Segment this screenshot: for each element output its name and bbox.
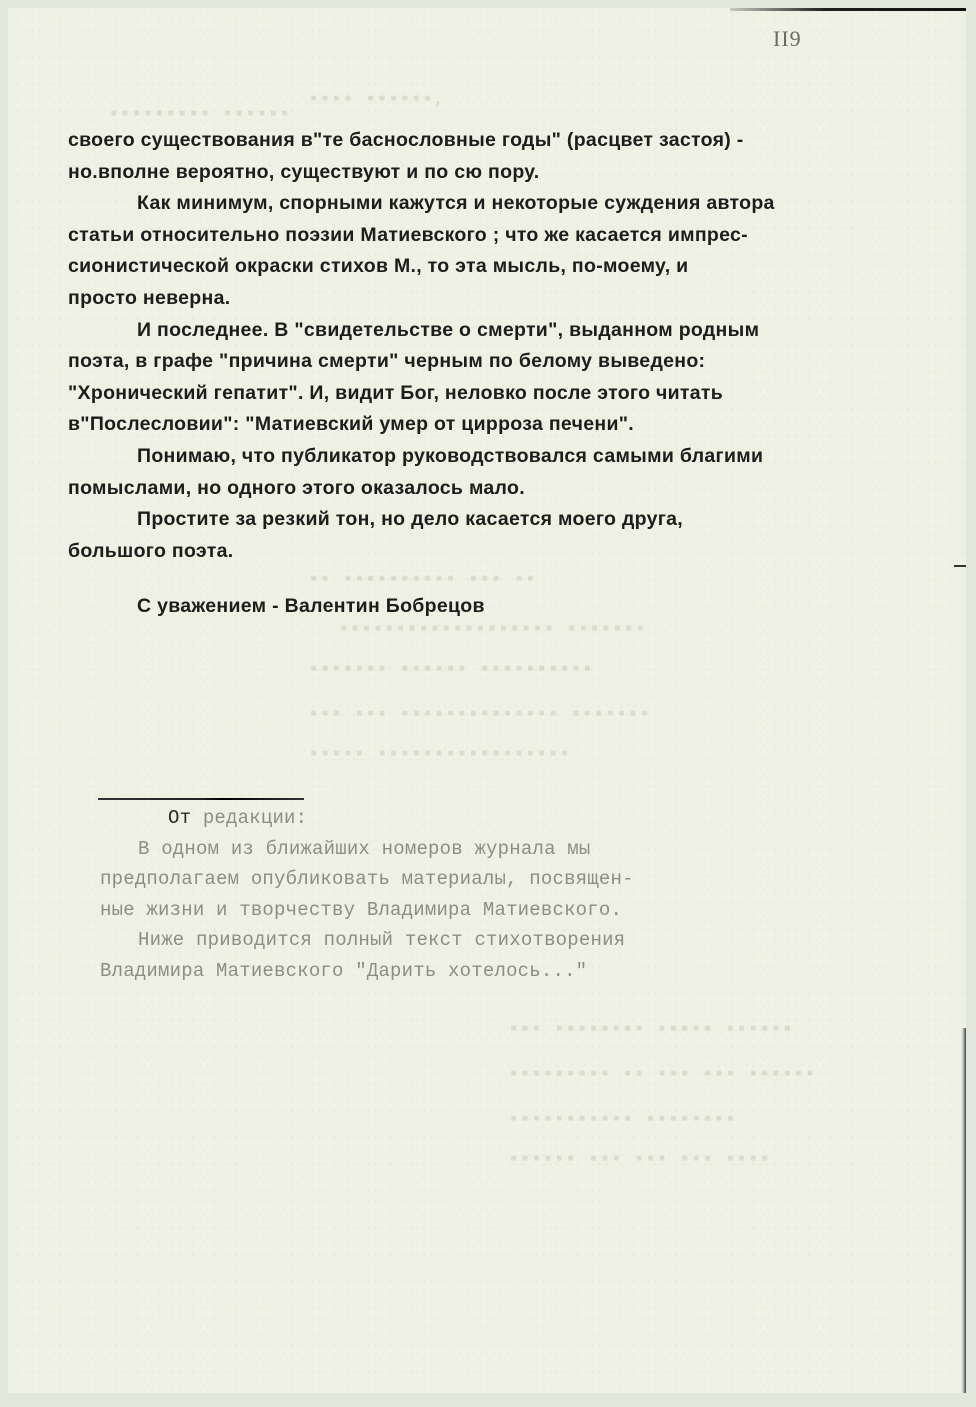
text-line: "Хронический гепатит". И, видит Бог, неловко после этого читать	[68, 381, 724, 404]
show-through-text: ▪▪▪▪▪ ▪▪▪▪▪▪▪▪▪▪▪▪▪▪▪▪▪	[308, 743, 571, 765]
paragraph	[68, 188, 898, 314]
text-line: ные жизни и творчеству Владимира Матиевского.	[100, 898, 623, 921]
text-line: поэта, в графе "причина смерти" черным по белому выведено:	[68, 350, 706, 373]
letter-body	[68, 125, 898, 623]
footnote-divider	[98, 798, 304, 800]
show-through-text: ▪▪▪▪▪▪ ▪▪▪ ▪▪▪ ▪▪▪ ▪▪▪▪	[508, 1148, 771, 1170]
page-edge-shadow	[961, 1028, 966, 1393]
show-through-text: ▪▪▪▪ ▪▪▪▪▪▪,	[308, 88, 445, 110]
text-line: своего существования в"те баснословные годы" (расцвет застоя) -	[68, 129, 744, 151]
spacer	[68, 567, 898, 591]
text-line: предполагаем опубликовать материалы, посвящен-	[100, 868, 634, 890]
text-line: Простите за резкий тон, но дело касается моего друга,	[137, 508, 684, 531]
text-line: В одном из ближайших номеров журнала мы	[138, 837, 591, 860]
page-number: II9	[773, 26, 802, 51]
editor-note-heading	[100, 803, 720, 834]
text-line: в"Послесловии": "Матиевский умер от цирроза печени".	[68, 413, 634, 436]
text-line: но.вполне вероятно, существуют и по сю пору.	[68, 160, 540, 183]
paragraph	[68, 315, 898, 441]
show-through-text: ▪▪ ▪▪▪▪▪▪▪▪▪▪ ▪▪▪ ▪▪	[308, 568, 537, 590]
top-edge-rule	[730, 8, 966, 11]
paragraph	[68, 125, 898, 188]
show-through-text: ▪▪▪▪▪▪▪▪▪ ▪▪ ▪▪▪ ▪▪▪ ▪▪▪▪▪▪	[508, 1063, 816, 1085]
signature: С уважением - Валентин Бобрецов	[137, 595, 485, 618]
editor-note	[100, 803, 720, 986]
text-line: сионистической окраски стихов М., то эта мысль, по-моему, и	[68, 255, 689, 278]
edge-mark	[954, 565, 966, 567]
heading-first-word: От	[168, 807, 192, 829]
text-line: Понимаю, что публикатор руководствовался самыми благими	[137, 444, 764, 467]
show-through-text: ▪▪▪▪▪▪▪ ▪▪▪▪▪▪ ▪▪▪▪▪▪▪▪▪▪	[308, 658, 594, 680]
text-line: просто неверна.	[68, 286, 231, 309]
show-through-text: ▪▪▪▪▪▪▪▪▪▪▪ ▪▪▪▪▪▪▪▪	[508, 1108, 737, 1130]
text-line: Как минимум, спорными кажутся и некоторые суждения автора	[137, 192, 775, 215]
text-line: Владимира Матиевского "Дарить хотелось..."	[100, 959, 588, 982]
show-through-text: ▪▪▪ ▪▪▪▪▪▪▪▪ ▪▪▪▪▪ ▪▪▪▪▪▪	[508, 1018, 794, 1040]
text-line: большого поэта.	[68, 539, 234, 562]
heading-rest: редакции:	[202, 807, 308, 829]
paragraph	[68, 441, 898, 504]
document-page	[8, 8, 966, 1393]
paragraph	[68, 504, 898, 567]
text-line: И последнее. В "свидетельстве о смерти", выданном родным	[137, 318, 760, 341]
text-line: статьи относительно поэзии Матиевского ; что же касается импрес-	[68, 223, 748, 246]
show-through-text: ▪▪▪▪▪▪▪▪▪▪▪▪▪▪▪▪▪▪▪ ▪▪▪▪▪▪▪	[338, 618, 646, 640]
text-line: Ниже приводится полный текст стихотворения	[138, 929, 626, 951]
text-line: помыслами, но одного этого оказалось мало.	[68, 476, 525, 499]
show-through-text: ▪▪▪▪▪▪▪▪▪ ▪▪▪▪▪▪	[108, 103, 291, 125]
show-through-text: ▪▪▪ ▪▪▪ ▪▪▪▪▪▪▪▪▪▪▪▪▪▪ ▪▪▪▪▪▪▪	[308, 703, 651, 725]
